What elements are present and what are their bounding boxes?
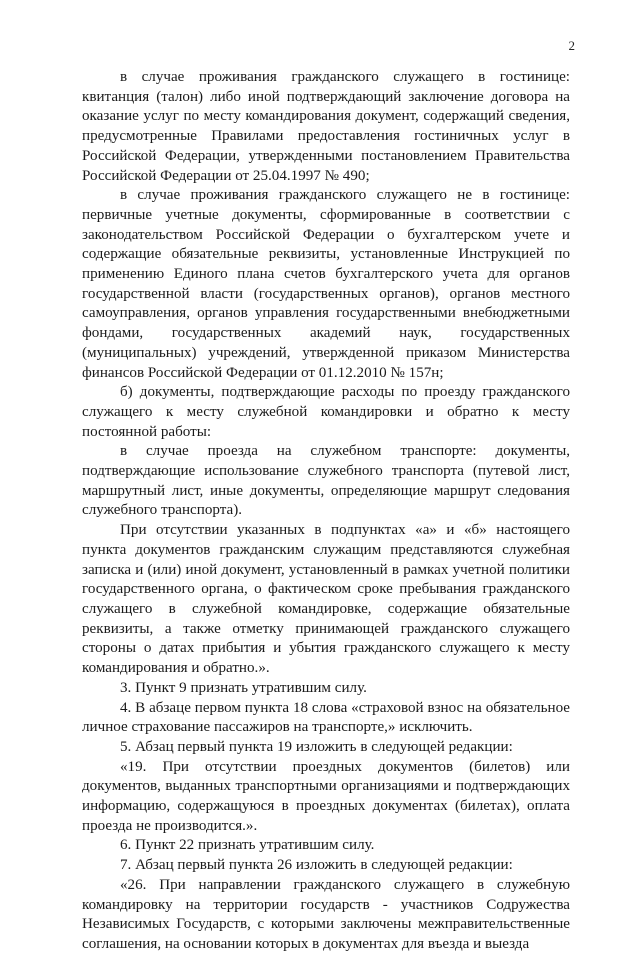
paragraph: 3. Пункт 9 признать утратившим силу. [120, 679, 367, 696]
paragraph: 4. В абзаце первом пункта 18 слова «страховой взнос на обязательное личное страхование пассажиров на транспорте,» исключить. [82, 699, 570, 736]
paragraph: 6. Пункт 22 признать утратившим силу. [120, 837, 375, 854]
paragraph: 5. Абзац первый пункта 19 изложить в следующей редакции: [120, 738, 513, 755]
paragraph: б) документы, подтверждающие расходы по проезду гражданского служащего к месту служебной командировки и обратно к месту постоянной работы: [82, 384, 570, 440]
paragraph: При отсутствии указанных в подпунктах «а» и «б» настоящего пункта документов гражданским служащим представляются служебная записка и (или) иной документ, установленный в рамках учетной политики государственного органа, о фактическом сроке пребывания гражданского служащего в служебной командировке, содержащие обязательные реквизиты, а также отметку принимающей гражданского служащего стороны о датах прибытия и убытия гражданского служащего к месту командирования и обратно.». [82, 522, 570, 677]
paragraph: в случае проживания гражданского служащего не в гостинице: первичные учетные документы, сформированные в соответствии с законодательством Российской Федерации о бухгалтерском учете и содержащие обязательные реквизиты, установленные Инструкцией по применению Единого плана счетов бухгалтерского учета для органов государственной власти (государственных органов), органов местного самоуправления, органов управления государственными внебюджетными фондами, государственных академий наук, государственных (муниципальных) учреждений, утвержденной приказом Министерства финансов Российской Федерации от 01.12.2010 № 157н; [82, 187, 570, 381]
paragraph: «26. При направлении гражданского служащего в служебную командировку на территории государств - участников Содружества Независимых Государств, с которыми заключены межправительственные соглашения, на основании которых в документах для въезда и выезда [82, 876, 570, 952]
document-body [82, 68, 570, 955]
paragraph: в случае проживания гражданского служащего в гостинице: квитанция (талон) либо иной подтверждающий заключение договора на оказание услуг по месту командирования документ, содержащий сведения, предусмотренные Правилами предоставления гостиничных услуг в Российской Федерации, утвержденными постановлением Правительства Российской Федерации от 25.04.1997 № 490; [82, 69, 570, 184]
paragraph: в случае проезда на служебном транспорте: документы, подтверждающие использование служебного транспорта (путевой лист, маршрутный лист, иные документы, определяющие маршрут следования служебного транспорта). [82, 443, 570, 519]
page-number: 2 [568, 38, 575, 53]
paragraph: «19. При отсутствии проездных документов (билетов) или документов, выданных транспортными организациями и подтверждающих информацию, содержащуюся в проездных документах (билетах), оплата проезда не производится.». [82, 758, 570, 834]
paragraph: 7. Абзац первый пункта 26 изложить в следующей редакции: [120, 857, 513, 874]
